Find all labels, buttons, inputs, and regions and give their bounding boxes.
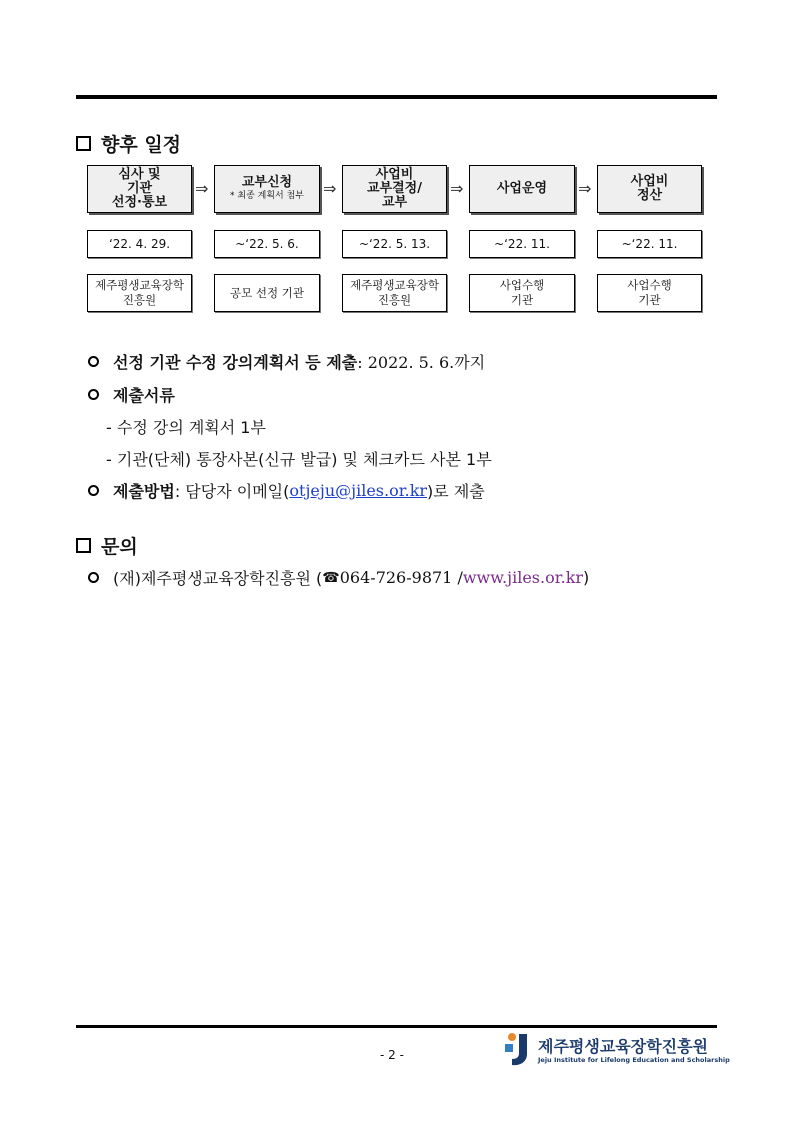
page-number: - 2 - [380,1048,404,1062]
date-2: ~‘22. 5. 6. [214,230,320,258]
org-1-line-1: 제주평생교육장학 [95,278,184,292]
bullet-documents [88,383,175,406]
org-5-line-2: 기관 [638,293,661,307]
step-5 [597,165,702,213]
method-label: 제출방법 [113,482,175,501]
org-3 [342,274,447,312]
org-3-line-1: 제주평생교육장학 [350,278,439,292]
org-4-line-1: 사업수행 [499,278,545,292]
document-item-1: - 수정 강의 계획서 1부 [106,418,266,437]
institute-logo-icon [503,1032,533,1066]
top-rule [76,95,717,99]
step-2-line-1: 교부신청 [241,175,293,190]
step-3-line-2: 교부결정/ [367,181,422,196]
phone-icon: ☎ [322,569,340,586]
step-1-line-1: 심사 및 [118,167,161,182]
checkbox-square-icon [76,136,91,151]
schedule-heading [76,130,181,157]
inquiry-heading [76,532,138,559]
step-2 [214,165,320,213]
org-3-line-2: 진흥원 [377,293,412,307]
bullet-contact [88,566,589,589]
org-1 [87,274,192,312]
method-prefix: : 담당자 이메일( [174,482,290,501]
step-4-line-1: 사업운영 [496,181,548,196]
date-4: ~‘22. 11. [469,230,575,258]
step-1-line-2: 기관 [126,181,153,196]
contact-phone: 064-726-9871 / [339,568,463,587]
submission-deadline: : 2022. 5. 6.까지 [357,353,486,372]
date-5: ~‘22. 11. [597,230,702,258]
bottom-rule [76,1025,717,1028]
date-1: ‘22. 4. 29. [87,230,192,258]
step-3 [342,165,447,213]
arrow-2: ⇒ [323,179,337,198]
website-link[interactable]: www.jiles.or.kr [462,568,584,587]
contact-org: (재)제주평생교육장학진흥원 ( [113,569,323,588]
step-5-line-2: 정산 [636,188,663,203]
email-link[interactable]: otjeju@jiles.or.kr [289,481,428,500]
schedule-heading-text: 향후 일정 [101,134,182,156]
arrow-3: ⇒ [450,179,464,198]
circle-bullet-icon [88,389,99,400]
org-2-line-1: 공모 선정 기관 [230,285,304,300]
step-3-line-1: 사업비 [375,167,414,182]
logo-subtitle: Jeju Institute for Lifelong Education and Scholarship [538,1056,730,1064]
checkbox-square-icon [76,538,91,553]
arrow-4: ⇒ [578,179,592,198]
step-5-line-1: 사업비 [630,174,669,189]
circle-bullet-icon [88,356,99,367]
org-1-line-2: 진흥원 [122,293,157,307]
org-5-line-1: 사업수행 [627,278,672,292]
bullet-submission-deadline [88,350,485,373]
step-4 [469,165,575,213]
date-3: ~‘22. 5. 13. [342,230,447,258]
bullet-method [88,479,485,502]
submission-label: 선정 기관 수정 강의계획서 등 제출 [113,353,358,372]
method-suffix: )로 제출 [427,482,485,501]
step-1-line-3: 선정·통보 [111,195,168,210]
org-5 [597,274,702,312]
circle-bullet-icon [88,485,99,496]
org-4 [469,274,575,312]
step-1 [87,165,192,213]
contact-close: ) [583,568,590,587]
circle-bullet-icon [88,572,99,583]
inquiry-heading-text: 문의 [101,536,138,558]
logo-name: 제주평생교육장학진흥원 [538,1037,709,1056]
org-2 [214,274,320,312]
step-3-line-3: 교부 [381,195,408,210]
document-item-2: - 기관(단체) 통장사본(신규 발급) 및 체크카드 사본 1부 [106,450,492,469]
arrow-1: ⇒ [195,179,209,198]
step-2-sub: * 최종 계획서 첨부 [230,191,304,201]
documents-label: 제출서류 [113,386,175,405]
org-4-line-2: 기관 [510,293,534,307]
